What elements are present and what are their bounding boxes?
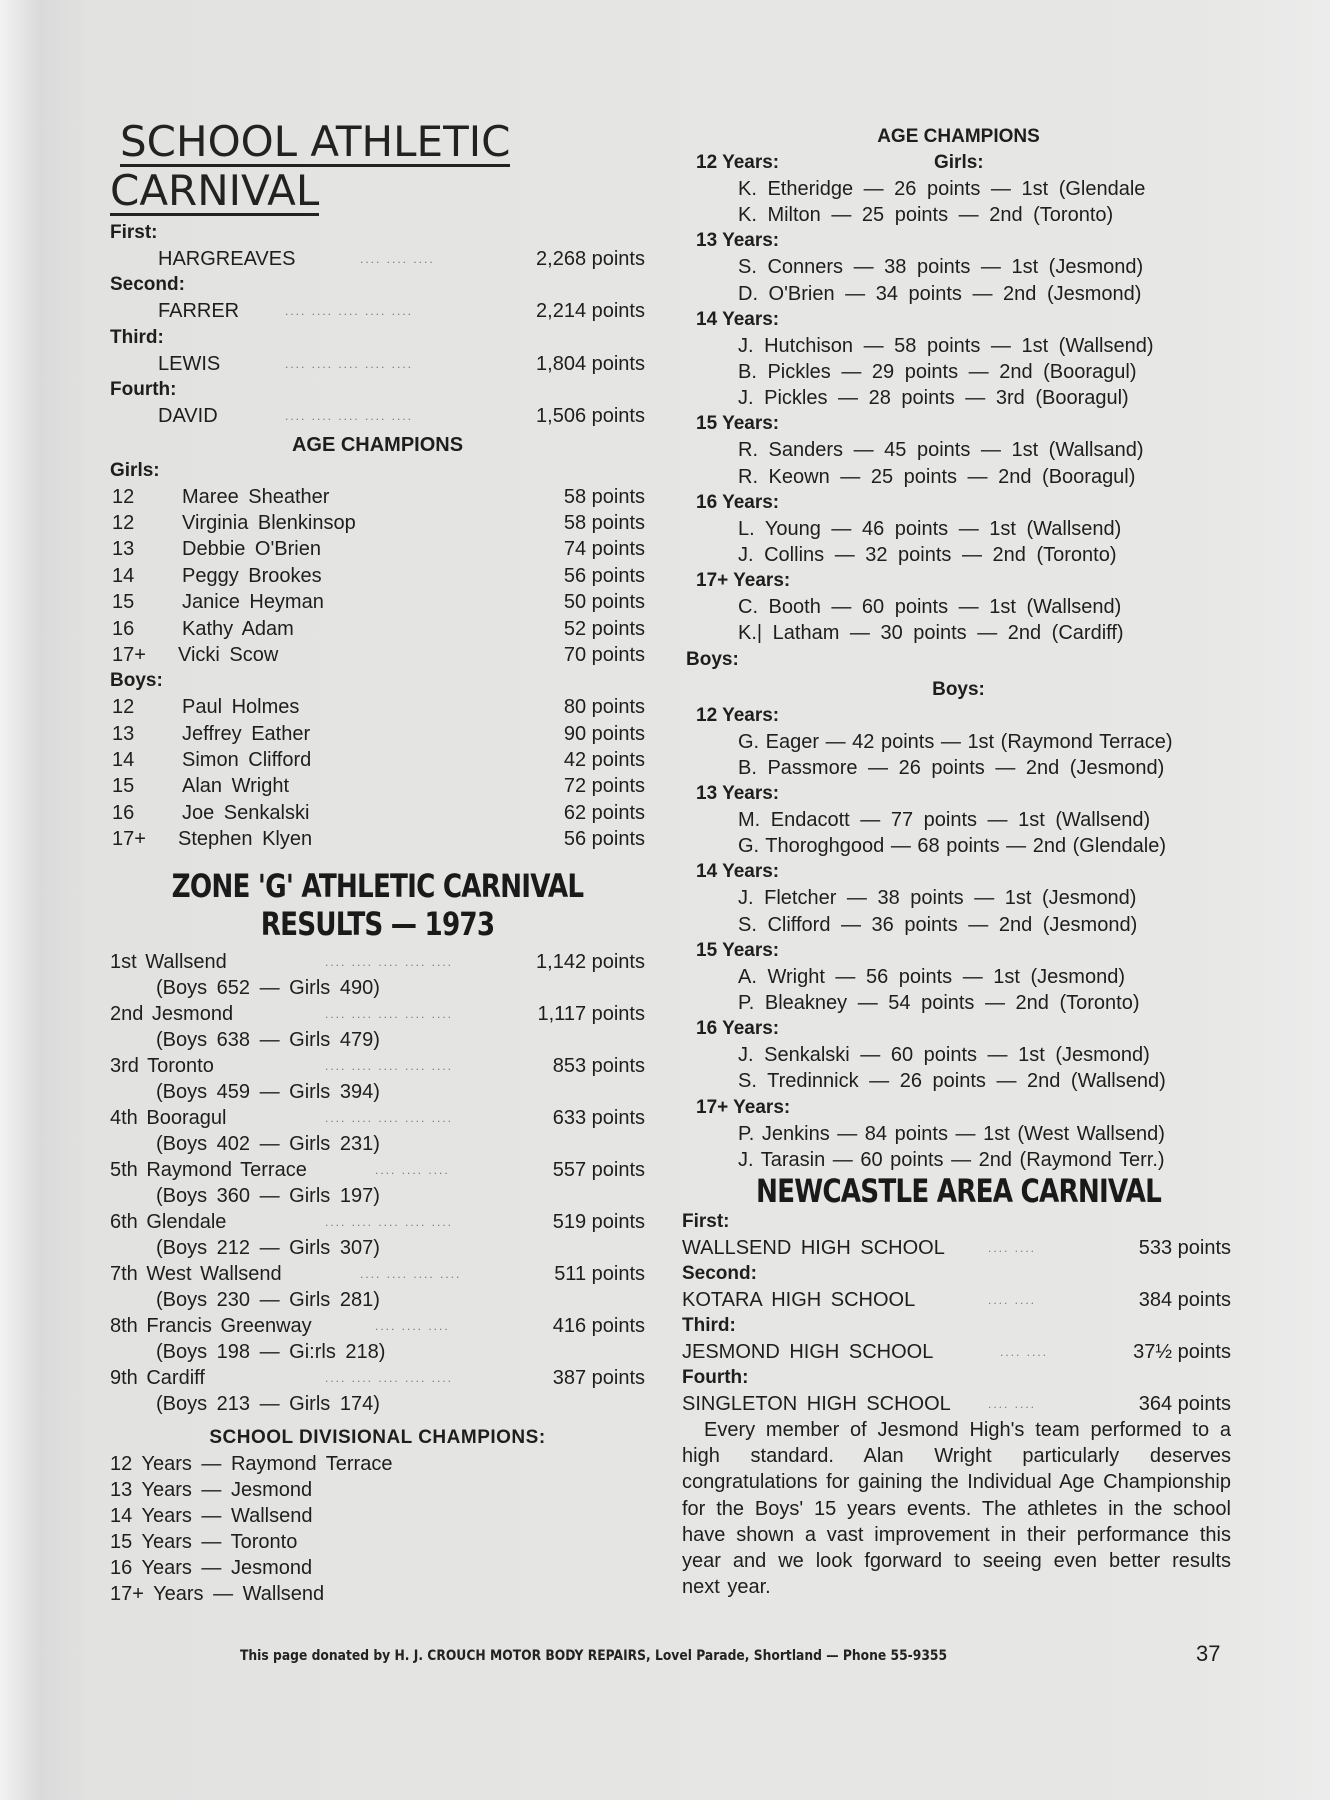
champion-points: 58 points [563,511,645,534]
placing-label: First: [110,222,158,243]
house-name: FARRER [158,300,240,323]
champion-row [110,642,645,668]
placing-row [682,1287,1231,1313]
result-breakdown: (Boys 360 — Girls 197) [156,1184,380,1207]
result-row [110,1209,645,1235]
champion-points: 70 points [563,643,645,666]
result-place: 2nd Jesmond [110,1002,234,1025]
placing-label: Third: [682,1315,736,1337]
summary-paragraph: Every member of Jesmond High's team performed to a high standard. Alan Wright particularly deserves congratulations for gaining the Individual Age Championship for the Boys' 15 years events. The athletes in the school have shown a vast improvement in their performance this year and we look fgorward to seeing even better results next year. [682,1419,1231,1599]
newcastle-placings [682,1209,1231,1600]
placing-label: Second: [682,1263,757,1285]
age-champion-entry: P. Jenkins — 84 points — 1st (West Wallsend) [738,1122,1165,1145]
age-champion-entry: S. Tredinnick — 26 points — 2nd (Wallsend) [738,1070,1166,1093]
champion-age: 12 [112,485,135,508]
age-champion-entry: C. Booth — 60 points — 1st (Wallsend) [738,596,1122,619]
result-points: 511 points [554,1262,645,1285]
school-name: WALLSEND HIGH SCHOOL [682,1237,945,1260]
divisional-row: 12 Years — Raymond Terrace [110,1452,393,1475]
leader-dots: .... .... .... [360,252,435,266]
age-champion-entry: S. Conners — 38 points — 1st (Jesmond) [738,256,1144,279]
result-place: 4th Booragul [110,1106,227,1129]
champion-age: 16 [112,801,135,824]
age-group-heading: 15 Years: [696,413,780,435]
result-place: 6th Glendale [110,1210,227,1233]
result-row [110,1053,645,1079]
champion-points: 56 points [563,828,645,851]
champion-name: Maree Sheather [182,485,330,508]
age-group-label: 12 Years: [696,152,780,173]
age-champion-entry: J. Tarasin — 60 points — 2nd (Raymond Terr.) [738,1148,1165,1171]
champion-points: 58 points [563,485,645,508]
champion-name: Joe Senkalski [182,801,310,824]
result-points: 1,142 points [536,950,645,973]
result-place: 9th Cardiff [110,1366,205,1389]
leader-dots: .... .... .... .... .... [325,1370,454,1385]
age-champion-entry: B. Passmore — 26 points — 2nd (Jesmond) [738,756,1165,779]
house-points: 1,506 points [536,405,645,428]
age-champion-entry: K.| Latham — 30 points — 2nd (Cardiff) [738,622,1124,645]
result-row [110,1157,645,1183]
house-name: HARGREAVES [158,248,296,270]
result-breakdown: (Boys 230 — Girls 281) [156,1288,380,1311]
champion-name: Janice Heyman [182,591,324,614]
result-place: 7th West Wallsend [110,1262,282,1285]
placing-label: Second: [110,274,185,296]
result-breakdown: (Boys 212 — Girls 307) [156,1236,380,1259]
leader-dots: .... .... [1000,1345,1049,1360]
zone-g-title-line-2: RESULTS — 1973 [260,904,495,943]
result-points: 633 points [552,1106,645,1129]
house-name: LEWIS [158,352,221,375]
leader-dots: .... .... .... .... .... [285,304,414,319]
placing-label: First: [682,1211,730,1233]
leader-dots: .... .... .... .... .... [285,409,414,424]
school-name: KOTARA HIGH SCHOOL [682,1289,916,1312]
champion-name: Alan Wright [182,775,290,798]
placing-label: Fourth: [682,1367,749,1389]
champion-points: 72 points [563,775,645,798]
age-group-heading: 16 Years: [696,491,780,513]
title-line-1: SCHOOL ATHLETIC [120,117,511,166]
age-champion-entry: G. Thoroghgood — 68 points — 2nd (Glendale) [738,835,1166,858]
school-points: 364 points [1138,1393,1231,1416]
house-points: 2,268 points [536,248,645,270]
age-champion-entry: L. Young — 46 points — 1st (Wallsend) [738,517,1122,540]
placing-row [110,246,645,272]
boys-age-groups [686,703,1231,1173]
champion-age: 15 [112,775,135,798]
champion-age: 13 [112,538,135,561]
age-champion-entry: B. Pickles — 29 points — 2nd (Booragul) [738,361,1137,384]
divisional-row: 14 Years — Wallsend [110,1504,313,1527]
age-champion-entry: K. Etheridge — 26 points — 1st (Glendale [738,178,1146,200]
left-column [110,118,645,1607]
result-place: 8th Francis Greenway [110,1314,312,1337]
girls-label: Girls: [110,459,160,481]
result-breakdown: (Boys 198 — Gi:rls 218) [156,1340,386,1363]
divisional-champions-heading: SCHOOL DIVISIONAL CHAMPIONS: [209,1426,546,1448]
zone-g-title [158,867,597,943]
age-champion-entry: S. Clifford — 36 points — 2nd (Jesmond) [738,913,1138,936]
page-number: 37 [1196,1641,1221,1666]
age-champion-entry: J. Hutchison — 58 points — 1st (Wallsend) [738,334,1154,357]
age-group-heading: 17+ Years: [696,1096,791,1118]
age-champion-entry: G. Eager — 42 points — 1st (Raymond Terrace) [738,730,1173,753]
result-place: 5th Raymond Terrace [110,1158,307,1181]
age-group-heading: 13 Years: [696,230,780,252]
leader-dots: .... .... .... [375,1318,450,1333]
champion-age: 12 [112,511,135,534]
champion-row [110,589,645,615]
champion-age: 14 [112,564,135,587]
champion-age: 16 [112,617,135,640]
champion-name: Kathy Adam [182,617,294,640]
placing-label: Fourth: [110,379,177,401]
placing-row [682,1339,1231,1365]
champion-row [110,800,645,826]
age-champion-entry: R. Keown — 25 points — 2nd (Booragul) [738,465,1136,488]
champion-row [110,721,645,747]
champion-points: 80 points [563,696,645,719]
age-champion-entry: P. Bleakney — 54 points — 2nd (Toronto) [738,992,1140,1015]
boys-label: Boys: [110,670,163,692]
school-carnival-title [110,118,645,216]
age-champion-entry: D. O'Brien — 34 points — 2nd (Jesmond) [738,282,1142,305]
placing-row [110,351,645,377]
leader-dots: .... .... .... .... .... [325,1110,454,1125]
champion-points: 56 points [563,564,645,587]
leader-dots: .... .... .... .... .... [325,1006,454,1021]
zone-age-champions-heading: AGE CHAMPIONS [877,126,1040,147]
champion-age: 13 [112,722,135,745]
divisional-champions-list [110,1451,645,1607]
result-points: 519 points [552,1210,645,1233]
champion-age: 14 [112,749,135,772]
champion-points: 42 points [563,749,645,772]
school-name: SINGLETON HIGH SCHOOL [682,1393,951,1416]
age-group-heading: 16 Years: [696,1018,780,1040]
champion-name: Jeffrey Eather [182,722,311,745]
zone-g-title-line-1: ZONE 'G' ATHLETIC CARNIVAL [171,866,584,905]
age-champion-entry: R. Sanders — 45 points — 1st (Wallsand) [738,439,1144,462]
result-breakdown: (Boys 213 — Girls 174) [156,1392,380,1415]
champion-row [110,484,645,510]
title-line-2: CARNIVAL [110,166,320,215]
right-column [682,124,1231,1601]
leader-dots: .... .... .... .... [360,1266,462,1281]
age-group-heading [686,150,1231,176]
result-points: 557 points [552,1158,645,1181]
champion-points: 74 points [563,538,645,561]
divisional-row: 17+ Years — Wallsend [110,1582,325,1605]
age-champion-entry: J. Pickles — 28 points — 3rd (Booragul) [738,387,1129,410]
leader-dots: .... .... [988,1293,1037,1308]
champion-points: 50 points [563,591,645,614]
boys-champions-list [110,694,645,852]
champion-age: 17+ [112,828,146,851]
champion-row [110,563,645,589]
house-name: DAVID [158,405,218,428]
age-group-heading: 15 Years: [696,939,780,961]
divisional-row: 16 Years — Jesmond [110,1556,313,1579]
school-points: 37½ points [1133,1341,1231,1364]
result-row [110,1261,645,1287]
result-row [110,949,645,975]
age-group-heading: 14 Years: [696,861,780,883]
result-row [110,1001,645,1027]
result-points: 416 points [552,1314,645,1337]
boys-heading-center: Boys: [932,678,985,700]
age-champion-entry: J. Collins — 32 points — 2nd (Toronto) [738,544,1117,567]
result-row [110,1105,645,1131]
champion-points: 52 points [563,617,645,640]
school-name: JESMOND HIGH SCHOOL [682,1341,934,1364]
divisional-row: 13 Years — Jesmond [110,1478,313,1501]
age-group-heading: 14 Years: [696,308,780,330]
result-points: 387 points [552,1366,645,1389]
leader-dots: .... .... [988,1397,1037,1412]
age-champion-entry: A. Wright — 56 points — 1st (Jesmond) [738,965,1125,988]
house-placings [110,220,645,430]
placing-label: Third: [110,326,164,348]
champion-name: Debbie O'Brien [182,538,321,561]
champion-row [110,694,645,720]
age-group-heading: 12 Years: [696,704,780,726]
result-points: 853 points [552,1054,645,1077]
result-place: 3rd Toronto [110,1054,214,1077]
placing-row [110,298,645,324]
champion-name: Vicki Scow [178,643,279,666]
leader-dots: .... .... .... .... .... [325,1214,454,1229]
age-champion-entry: K. Milton — 25 points — 2nd (Toronto) [738,204,1114,227]
zone-g-results [110,949,645,1417]
result-row [110,1313,645,1339]
result-row [110,1365,645,1391]
age-group-heading: 13 Years: [696,783,780,805]
leader-dots: .... .... .... .... .... [325,954,454,969]
placing-row [110,403,645,429]
girls-champions-list [110,484,645,669]
result-breakdown: (Boys 459 — Girls 394) [156,1080,380,1103]
champion-age: 12 [112,696,135,719]
placing-row [682,1391,1231,1417]
result-points: 1,117 points [537,1002,645,1025]
champion-name: Virginia Blenkinsop [182,511,356,534]
champion-points: 62 points [563,801,645,824]
age-champions-heading: AGE CHAMPIONS [291,433,464,456]
school-points: 533 points [1138,1237,1231,1260]
champion-row [110,747,645,773]
leader-dots: .... .... .... .... .... [325,1058,454,1073]
champion-name: Simon Clifford [182,749,312,772]
divisional-row: 15 Years — Toronto [110,1530,298,1553]
result-breakdown: (Boys 638 — Girls 479) [156,1028,380,1051]
leader-dots: .... .... [988,1241,1037,1256]
champion-points: 90 points [563,722,645,745]
age-champion-entry: J. Senkalski — 60 points — 1st (Jesmond) [738,1044,1150,1067]
boys-label-left: Boys: [686,648,739,670]
girls-heading: Girls: [934,152,984,173]
leader-dots: .... .... .... .... .... [285,356,414,371]
house-points: 1,804 points [536,352,645,375]
girls-age-groups [686,150,1231,647]
placing-row [682,1235,1231,1261]
age-group-heading: 17+ Years: [696,570,791,592]
age-champion-entry: J. Fletcher — 38 points — 1st (Jesmond) [738,887,1137,910]
age-champion-entry: M. Endacott — 77 points — 1st (Wallsend) [738,809,1151,832]
school-points: 384 points [1138,1289,1231,1312]
newcastle-carnival-title: NEWCASTLE AREA CARNIVAL [755,1172,1162,1211]
champion-row [110,773,645,799]
result-place: 1st Wallsend [110,950,227,973]
result-breakdown: (Boys 402 — Girls 231) [156,1132,380,1155]
champion-name: Paul Holmes [182,696,300,719]
donation-footer: This page donated by H. J. CROUCH MOTOR BODY REPAIRS, Lovel Parade, Shortland — Phone 55-9355 [240,1648,948,1664]
champion-age: 15 [112,591,135,614]
champion-name: Stephen Klyen [178,828,313,851]
champion-row [110,826,645,852]
champion-age: 17+ [112,643,146,666]
champion-row [110,510,645,536]
result-breakdown: (Boys 652 — Girls 490) [156,976,380,999]
champion-row [110,536,645,562]
house-points: 2,214 points [536,300,645,323]
champion-name: Peggy Brookes [182,564,322,587]
leader-dots: .... .... .... [375,1162,450,1177]
champion-row [110,616,645,642]
